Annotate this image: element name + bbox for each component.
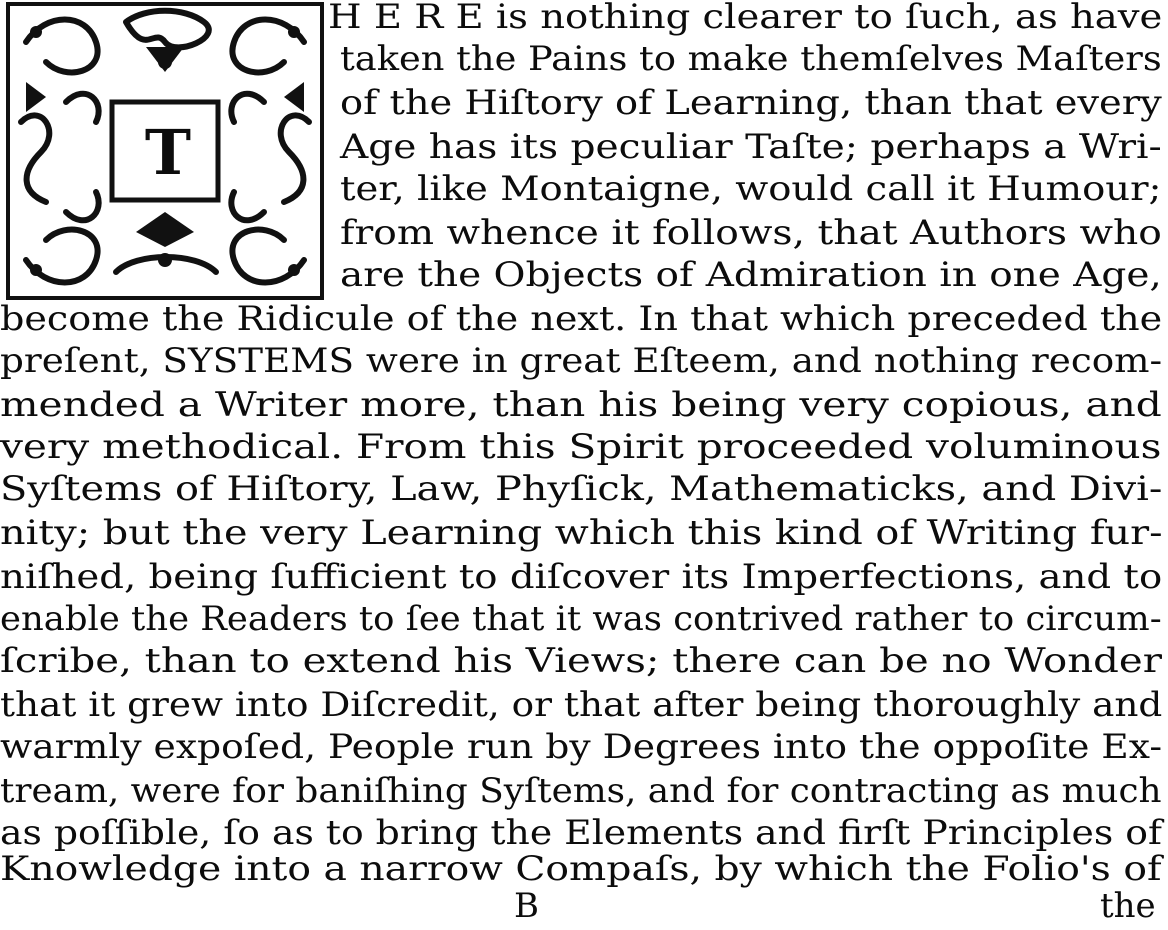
text-line-18: warmly expoſed, People run by Degrees into the oppoſite Ex- bbox=[0, 727, 1163, 767]
text-line-5: ter, like Montaigne, would call it Humour; bbox=[340, 169, 1162, 209]
text-line-10: mended a Writer more, than his being very copious, and bbox=[0, 385, 1162, 425]
text-line-16: ſcribe, than to extend his Views; there can be no Wonder bbox=[0, 641, 1162, 681]
text-line-6: from whence it follows, that Authors who bbox=[340, 213, 1162, 253]
text-line-12: Syſtems of Hiſtory, Law, Phyſick, Mathematicks, and Divi- bbox=[0, 469, 1163, 509]
text-line-7: are the Objects of Admiration in one Age, bbox=[340, 255, 1162, 295]
initial-letter: T bbox=[144, 116, 192, 189]
text-line-8: become the Ridicule of the next. In that which preceded the bbox=[0, 299, 1163, 339]
signature-mark: B bbox=[514, 886, 539, 926]
text-line-21: Knowledge into a narrow Compaſs, by which the Folio's of bbox=[0, 849, 1162, 889]
text-line-4: Age has its peculiar Taſte; perhaps a Wri- bbox=[340, 127, 1162, 167]
text-line-13: nity; but the very Learning which this kind of Writing fur- bbox=[0, 513, 1163, 553]
text-line-11: very methodical. From this Spirit proceeded voluminous bbox=[0, 427, 1162, 467]
text-line-3: of the Hiſtory of Learning, than that every bbox=[340, 83, 1162, 123]
text-line-2: taken the Pains to make themſelves Maſters bbox=[340, 39, 1162, 79]
text-line-1: H E R E is nothing clearer to ſuch, as have bbox=[328, 0, 1163, 37]
text-line-14: niſhed, being ſufficient to diſcover its Imperfections, and to bbox=[0, 557, 1163, 597]
text-line-9: preſent, SYSTEMS were in great Eſteem, and nothing recom- bbox=[0, 341, 1163, 381]
catchword: the bbox=[1100, 886, 1156, 926]
text-line-15: enable the Readers to ſee that it was contrived rather to circum- bbox=[0, 599, 1162, 639]
text-line-17: that it grew into Diſcredit, or that after being thoroughly and bbox=[0, 685, 1163, 725]
text-line-20: as poſſible, ſo as to bring the Elements and firſt Principles of bbox=[0, 813, 1162, 853]
text-line-19: tream, were for baniſhing Syſtems, and for contracting as much bbox=[0, 771, 1162, 811]
